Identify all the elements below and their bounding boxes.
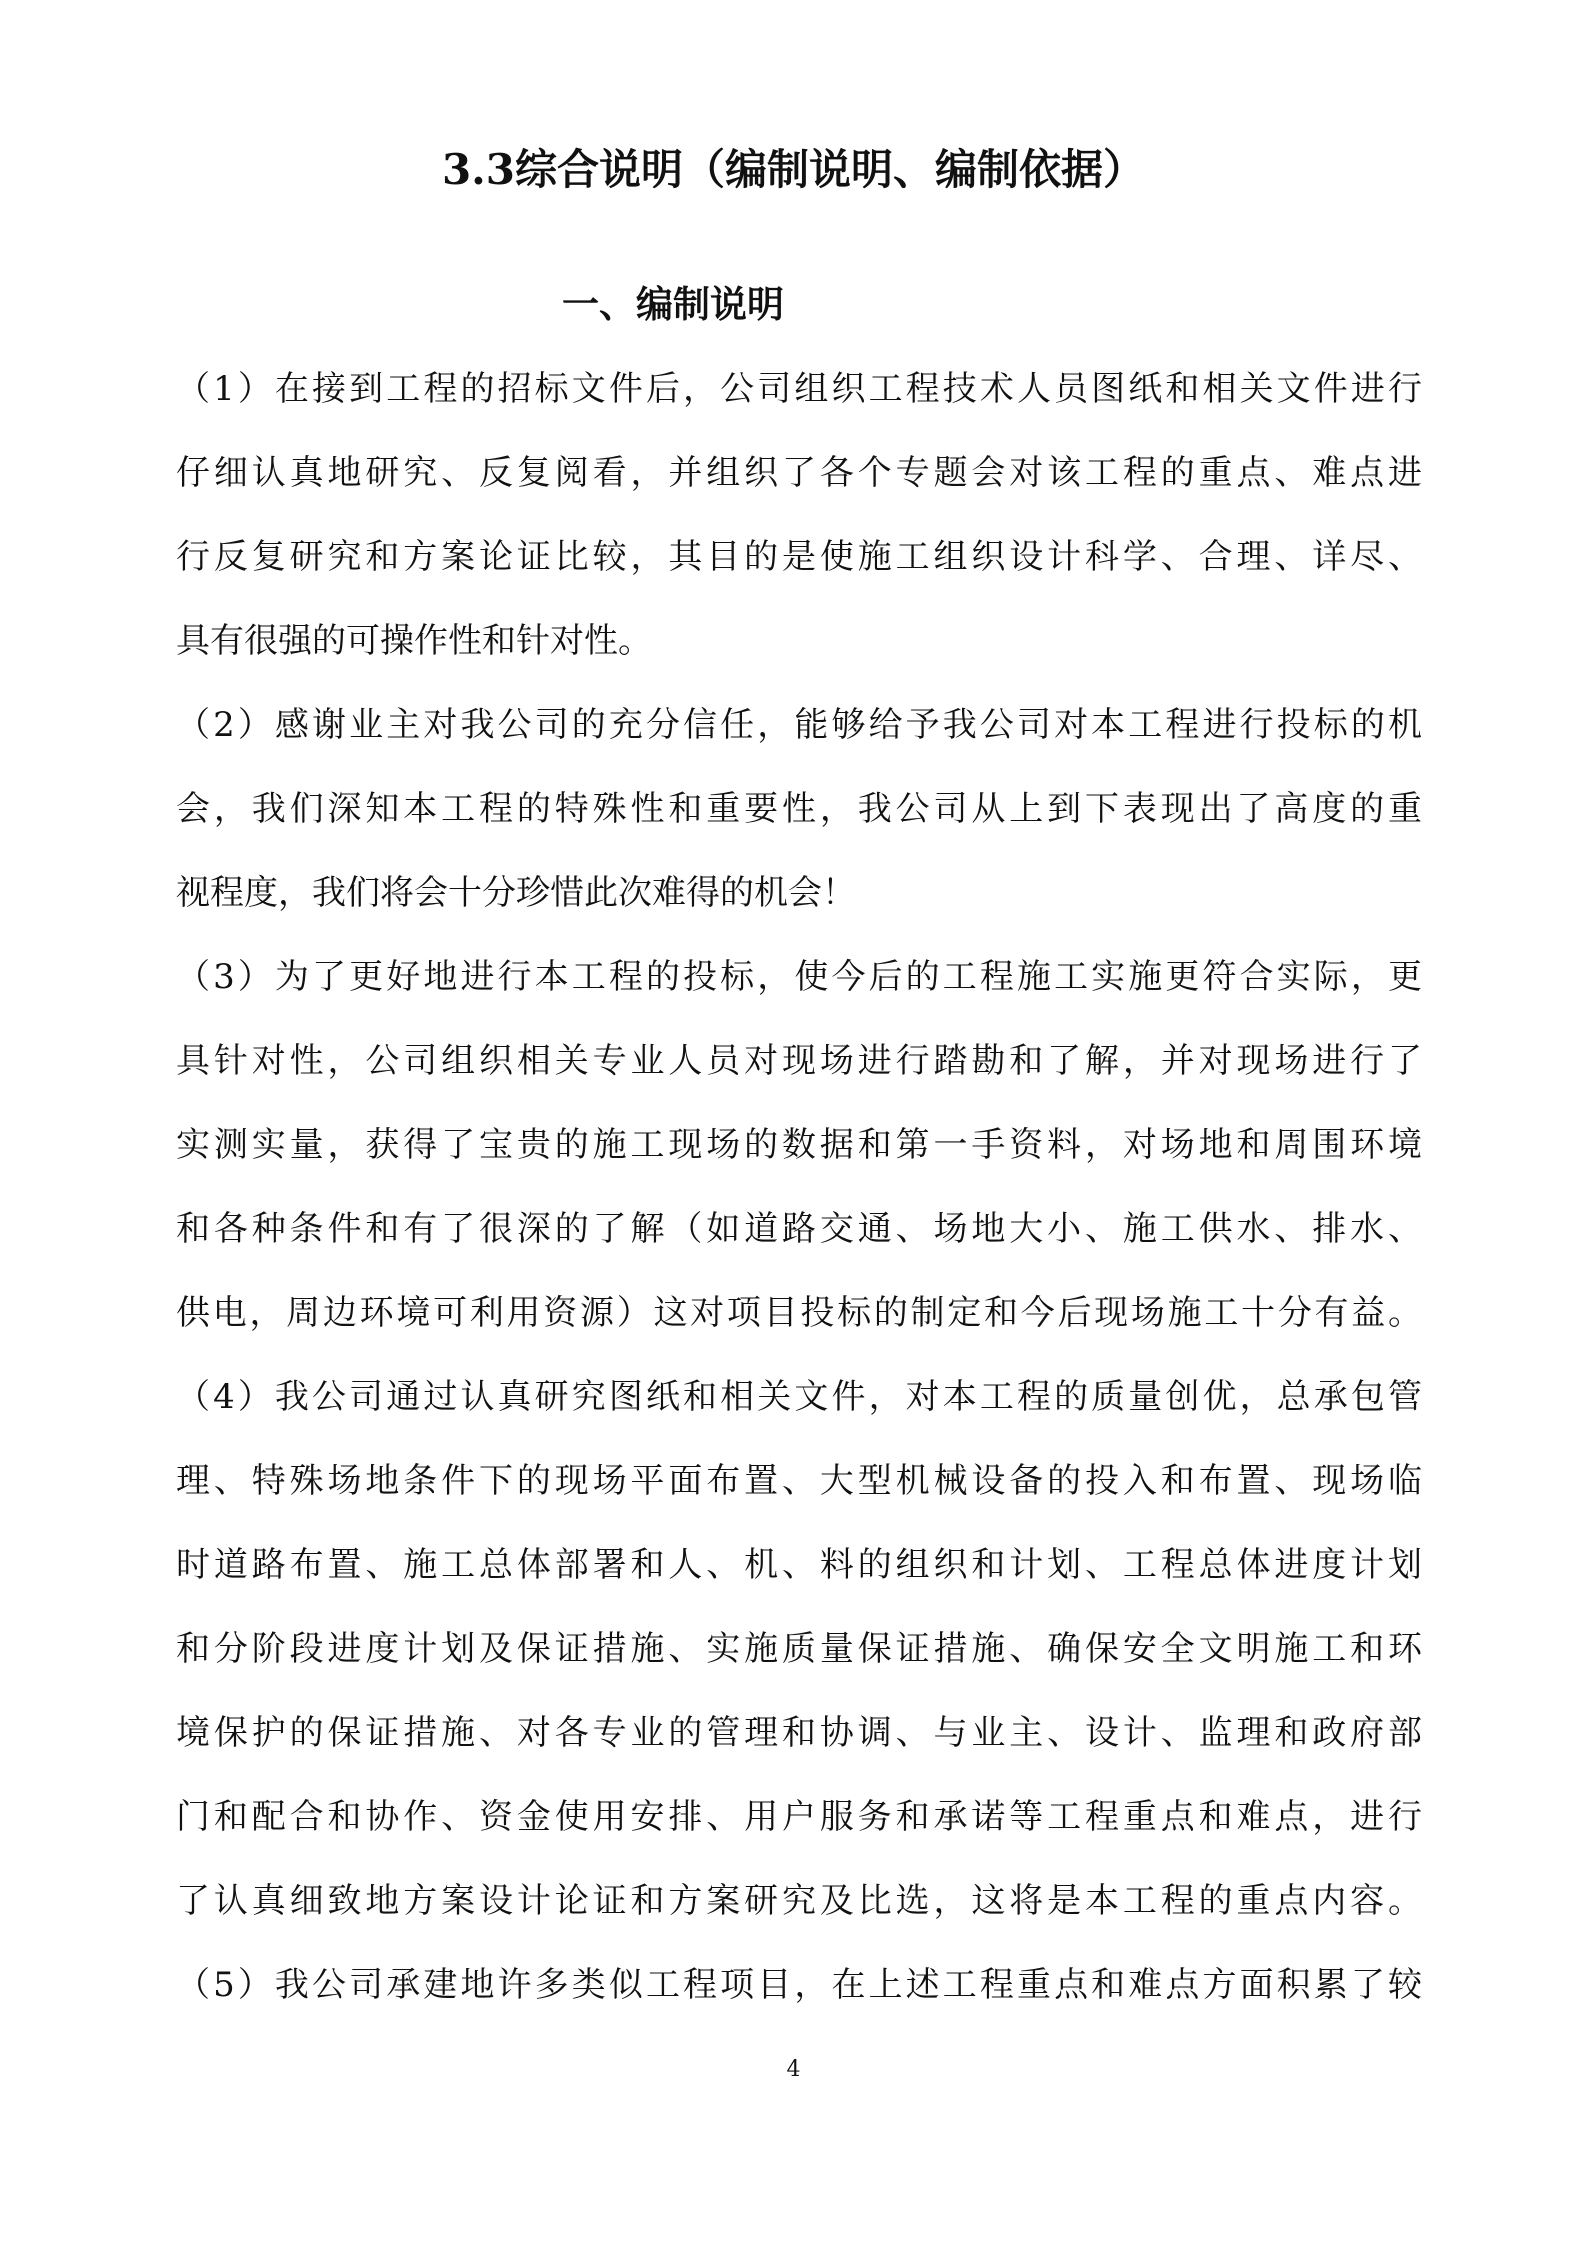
page-number: 4 bbox=[786, 2057, 801, 2082]
text-line: 和各种条件和有了很深的了解（如道路交通、场地大小、施工供水、排水、 bbox=[176, 1209, 1422, 1249]
text-line: 具有很强的可操作性和针对性。 bbox=[176, 621, 652, 661]
text-line: 门和配合和协作、资金使用安排、用户服务和承诺等工程重点和难点，进行 bbox=[176, 1797, 1422, 1837]
text-line: 了认真细致地方案设计论证和方案研究及比选，这将是本工程的重点内容。 bbox=[176, 1881, 1422, 1921]
text-line: 实测实量，获得了宝贵的施工现场的数据和第一手资料，对场地和周围环境 bbox=[176, 1125, 1422, 1165]
text-line: 仔细认真地研究、反复阅看，并组织了各个专题会对该工程的重点、难点进 bbox=[176, 453, 1422, 493]
text-line: （2）感谢业主对我公司的充分信任，能够给予我公司对本工程进行投标的机 bbox=[176, 705, 1422, 745]
text-line: 行反复研究和方案论证比较，其目的是使施工组织设计科学、合理、详尽、 bbox=[176, 537, 1422, 577]
section-heading: 一、编制说明 bbox=[562, 282, 784, 326]
text-line: 具针对性，公司组织相关专业人员对现场进行踏勘和了解，并对现场进行了 bbox=[176, 1041, 1422, 1081]
text-line: （4）我公司通过认真研究图纸和相关文件，对本工程的质量创优，总承包管 bbox=[176, 1377, 1422, 1417]
text-line: 时道路布置、施工总体部署和人、机、料的组织和计划、工程总体进度计划 bbox=[176, 1545, 1422, 1585]
page-title: 3.3综合说明（编制说明、编制依据） bbox=[441, 145, 1146, 194]
text-line: 理、特殊场地条件下的现场平面布置、大型机械设备的投入和布置、现场临 bbox=[176, 1461, 1422, 1501]
text-line: （3）为了更好地进行本工程的投标，使今后的工程施工实施更符合实际，更 bbox=[176, 957, 1422, 997]
text-line: 和分阶段进度计划及保证措施、实施质量保证措施、确保安全文明施工和环 bbox=[176, 1629, 1422, 1669]
text-line: 境保护的保证措施、对各专业的管理和协调、与业主、设计、监理和政府部 bbox=[176, 1713, 1422, 1753]
text-line: 视程度，我们将会十分珍惜此次难得的机会！ bbox=[176, 873, 856, 913]
text-line: 会，我们深知本工程的特殊性和重要性，我公司从上到下表现出了高度的重 bbox=[176, 789, 1422, 829]
text-line: 供电，周边环境可利用资源）这对项目投标的制定和今后现场施工十分有益。 bbox=[176, 1293, 1422, 1333]
text-line: （5）我公司承建地许多类似工程项目，在上述工程重点和难点方面积累了较 bbox=[176, 1965, 1422, 2005]
text-line: （1）在接到工程的招标文件后，公司组织工程技术人员图纸和相关文件进行 bbox=[176, 369, 1422, 409]
